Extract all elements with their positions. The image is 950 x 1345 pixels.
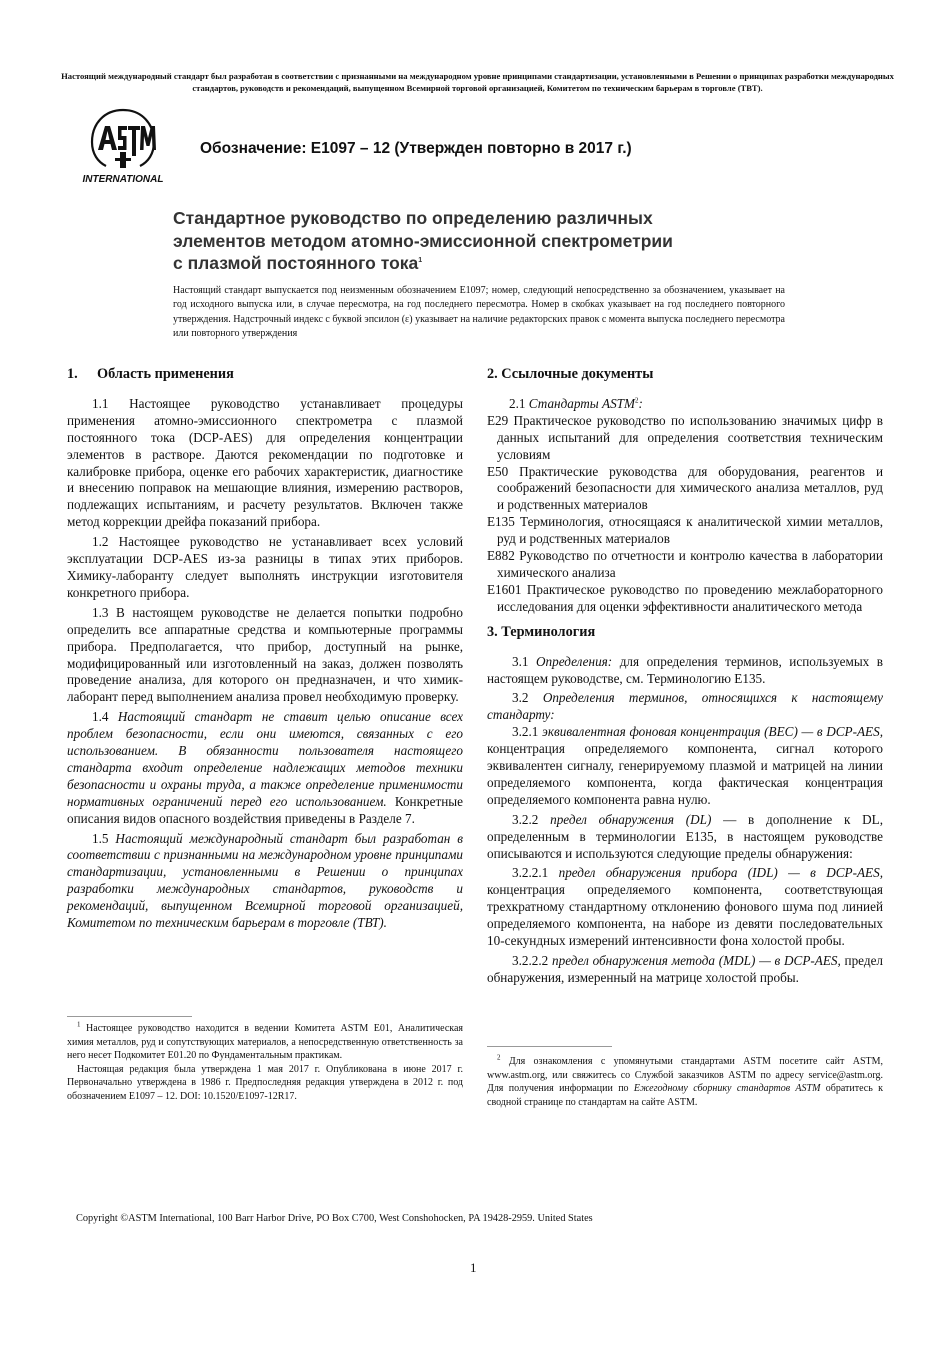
footnote-divider-right	[487, 1046, 612, 1047]
paragraph-3-2-1: 3.2.1 эквивалентная фоновая концентрация (BEC) — в DCP-AES, концентрация определяемого компонента, сигнал которого эквивалентен сигналу, генерируемому плазмой и матрицей на линии определяемого компонента, когда фактическая концентрация определяемого компонента равна нулю.	[487, 724, 883, 807]
top-notice: Настоящий международный стандарт был разработан в соответствии с признанными на международном уровне принципами стандартизации, установленными в Решении о принципах разработки международных стандартов, руководств и рекомендаций, выпущенном Всемирной торговой организацией, Комитетом по техническим барьерам в торговле (ТВТ).	[61, 71, 894, 93]
page-number: 1	[470, 1260, 477, 1275]
reference-item: E29 Практическое руководство по использованию значимых цифр в данных испытаний для определения соответствия техническим условиям	[487, 412, 883, 462]
paragraph-1-3: 1.3 В настоящем руководстве не делается попытки подробно определить все аппаратные средства и компьютерные программы прибора. Предполагается, что прибор, доступный на рынке, модифицированный или изготовленный на заказ, должен позволять проведение анализа, для которого он предназначен, и что химик-лаборант перед выполнением анализа провел необходимую проверку.	[67, 604, 463, 705]
svg-text:INTERNATIONAL: INTERNATIONAL	[82, 174, 164, 185]
right-column	[487, 366, 883, 990]
reference-item: E50 Практические руководства для оборудования, реагентов и соображений безопасности для химического анализа металлов, руд и родственных материалов	[487, 463, 883, 513]
title-footnote-mark: 1	[418, 257, 423, 265]
paragraph-3-2-2-2: 3.2.2.2 предел обнаружения метода (MDL) — в DCP-AES, предел обнаружения, измеренный на матрице холостой пробы.	[487, 953, 884, 985]
paragraph-3-2-2: 3.2.2 предел обнаружения (DL) — в дополнение к DL, определенным в терминологии E135, в настоящем руководстве описываются и используются следующие пределы обнаружения:	[487, 811, 883, 861]
section-1-heading: 1. Область применения	[67, 366, 234, 382]
astm-logo	[80, 106, 166, 186]
title-line-3: с плазмой постоянного тока	[173, 253, 419, 273]
astm-logo-icon	[80, 106, 166, 186]
section-3-heading: 3. Терминология	[487, 623, 596, 640]
standards-intro: 2.1 Стандарты ASTM$^2$:	[509, 395, 643, 411]
paragraph-1-5: 1.5 Настоящий международный стандарт был разработан в соответствии с признанными на международном уровне принципами стандартизации, установленными в Решении о принципах разработки международных стандартов, руководств и рекомендаций, выпущенном Всемирной торговой организацией, Комитетом по техническим барьерам в торговле (ТВТ).	[67, 830, 464, 931]
paragraph-1-1: 1.1 Настоящее руководство устанавливает процедуры применения атомно-эмиссионного спектрометра с плазмой постоянного тока (DCP-AES) для определения концентрации элементов в растворе. Даются рекомендации по подготовке и калибровке прибора, оценке его рабочих характеристик, диагностике и внесению поправок на мешающие влияния, измерению растворов, подлежащих испытаниям, и расчету результатов. Включен также метод коррекции дрейфа показаний прибора.	[67, 395, 463, 530]
title-line-2: элементов методом атомно-эмиссионной спектрометрии	[173, 230, 673, 251]
reference-item: E135 Терминология, относящаяся к аналитической химии металлов, руд и родственных материалов	[487, 514, 883, 547]
referenced-documents	[487, 396, 883, 616]
designation: Обозначение: E1097 – 12 (Утвержден повторно в 2017 г.)	[200, 140, 632, 157]
copyright-line: Copyright ©ASTM International, 100 Barr Harbor Drive, PO Box C700, West Conshohocken, PA 19428-2959. United States	[76, 1213, 593, 1224]
title-line-1: Стандартное руководство по определению различных	[173, 208, 653, 228]
reference-item: E1601 Практическое руководство по проведению межлабораторного исследования для оценки эффективности аналитического метода	[487, 581, 883, 614]
issued-note: Настоящий стандарт выпускается под неизменным обозначением E1097; номер, следующий непосредственно за обозначением, указывает на год исходного выпуска или, в случае пересмотра, на год последнего пересмотра. Номер в скобках указывает на год последнего повторного утверждения. Надстрочный индекс с буквой эпсилон (ε) указывает на наличие редакторских правок с момента выпуска последнего пересмотра или повторного утверждения	[173, 285, 785, 340]
document-title	[173, 207, 793, 275]
paragraph-3-1: 3.1 Определения: для определения терминов, используемых в настоящем руководстве, см. Терминологию E135.	[487, 653, 884, 686]
section-2-heading: 2. Ссылочные документы	[487, 366, 654, 382]
paragraph-1-2: 1.2 Настоящее руководство не устанавливает всех условий эксплуатации DCP-AES из-за разницы в типах этих приборов. Химику-лаборанту следует выполнять инструкции изготовителя конкретного прибора.	[67, 534, 463, 600]
footnote-divider-left	[67, 1016, 192, 1017]
paragraph-3-2-2-1: 3.2.2.1 предел обнаружения прибора (IDL) — в DCP-AES, концентрация определяемого компонента, соответствующая трехкратному стандартному отклонению фонового шума под линией определяемого компонента, на наборе из девяти последовательных 10-секундных измерений интенсивности фона холостой пробы.	[487, 865, 883, 949]
reference-item: E882 Руководство по отчетности и контролю качества в лаборатории химического анализа	[487, 548, 883, 580]
footnote-2: $^2$ Для ознакомления с упомянутыми стандартами ASTM посетите сайт ASTM, www.astm.org, или свяжитесь со Службой заказчиков ASTM по адресу service@astm.org. Для получения информации по Ежегодному сборнику стандартов ASTM обратитесь к сводной странице по стандартам на сайте ASTM.	[487, 1053, 884, 1108]
paragraph-3-2: 3.2 Определения терминов, относящихся к настоящему стандарту:	[487, 690, 883, 723]
footnote-1: $^1$ Настоящее руководство находится в ведении Комитета ASTM E01, Аналитическая химия металлов, руд и сопутствующих материалов, а непосредственную ответственность за него несет Подкомитет E01.20 по Фундаментальным практикам. Настоящая редакция была утверждена 1 мая 2017 г. Опубликована в июне 2017 г. Первоначально утверждена в 1986 г. Предпоследняя редакция утверждена в 2012 г. под обозначением E1097 – 12. DOI: 10.1520/E1097-12R17.	[67, 1020, 464, 1102]
paragraph-1-4: 1.4 Настоящий стандарт не ставит целью описание всех проблем безопасности, если они имеются, связанных с его использованием. В обязанности пользователя настоящего стандарта входит определение надлежащих методов техники безопасности и охраны труда, а также определение применимости нормативных ограничений перед его использованием. Конкретные описания видов опасного воздействия приведены в Разделе 7.	[67, 709, 464, 826]
left-column	[67, 366, 463, 935]
